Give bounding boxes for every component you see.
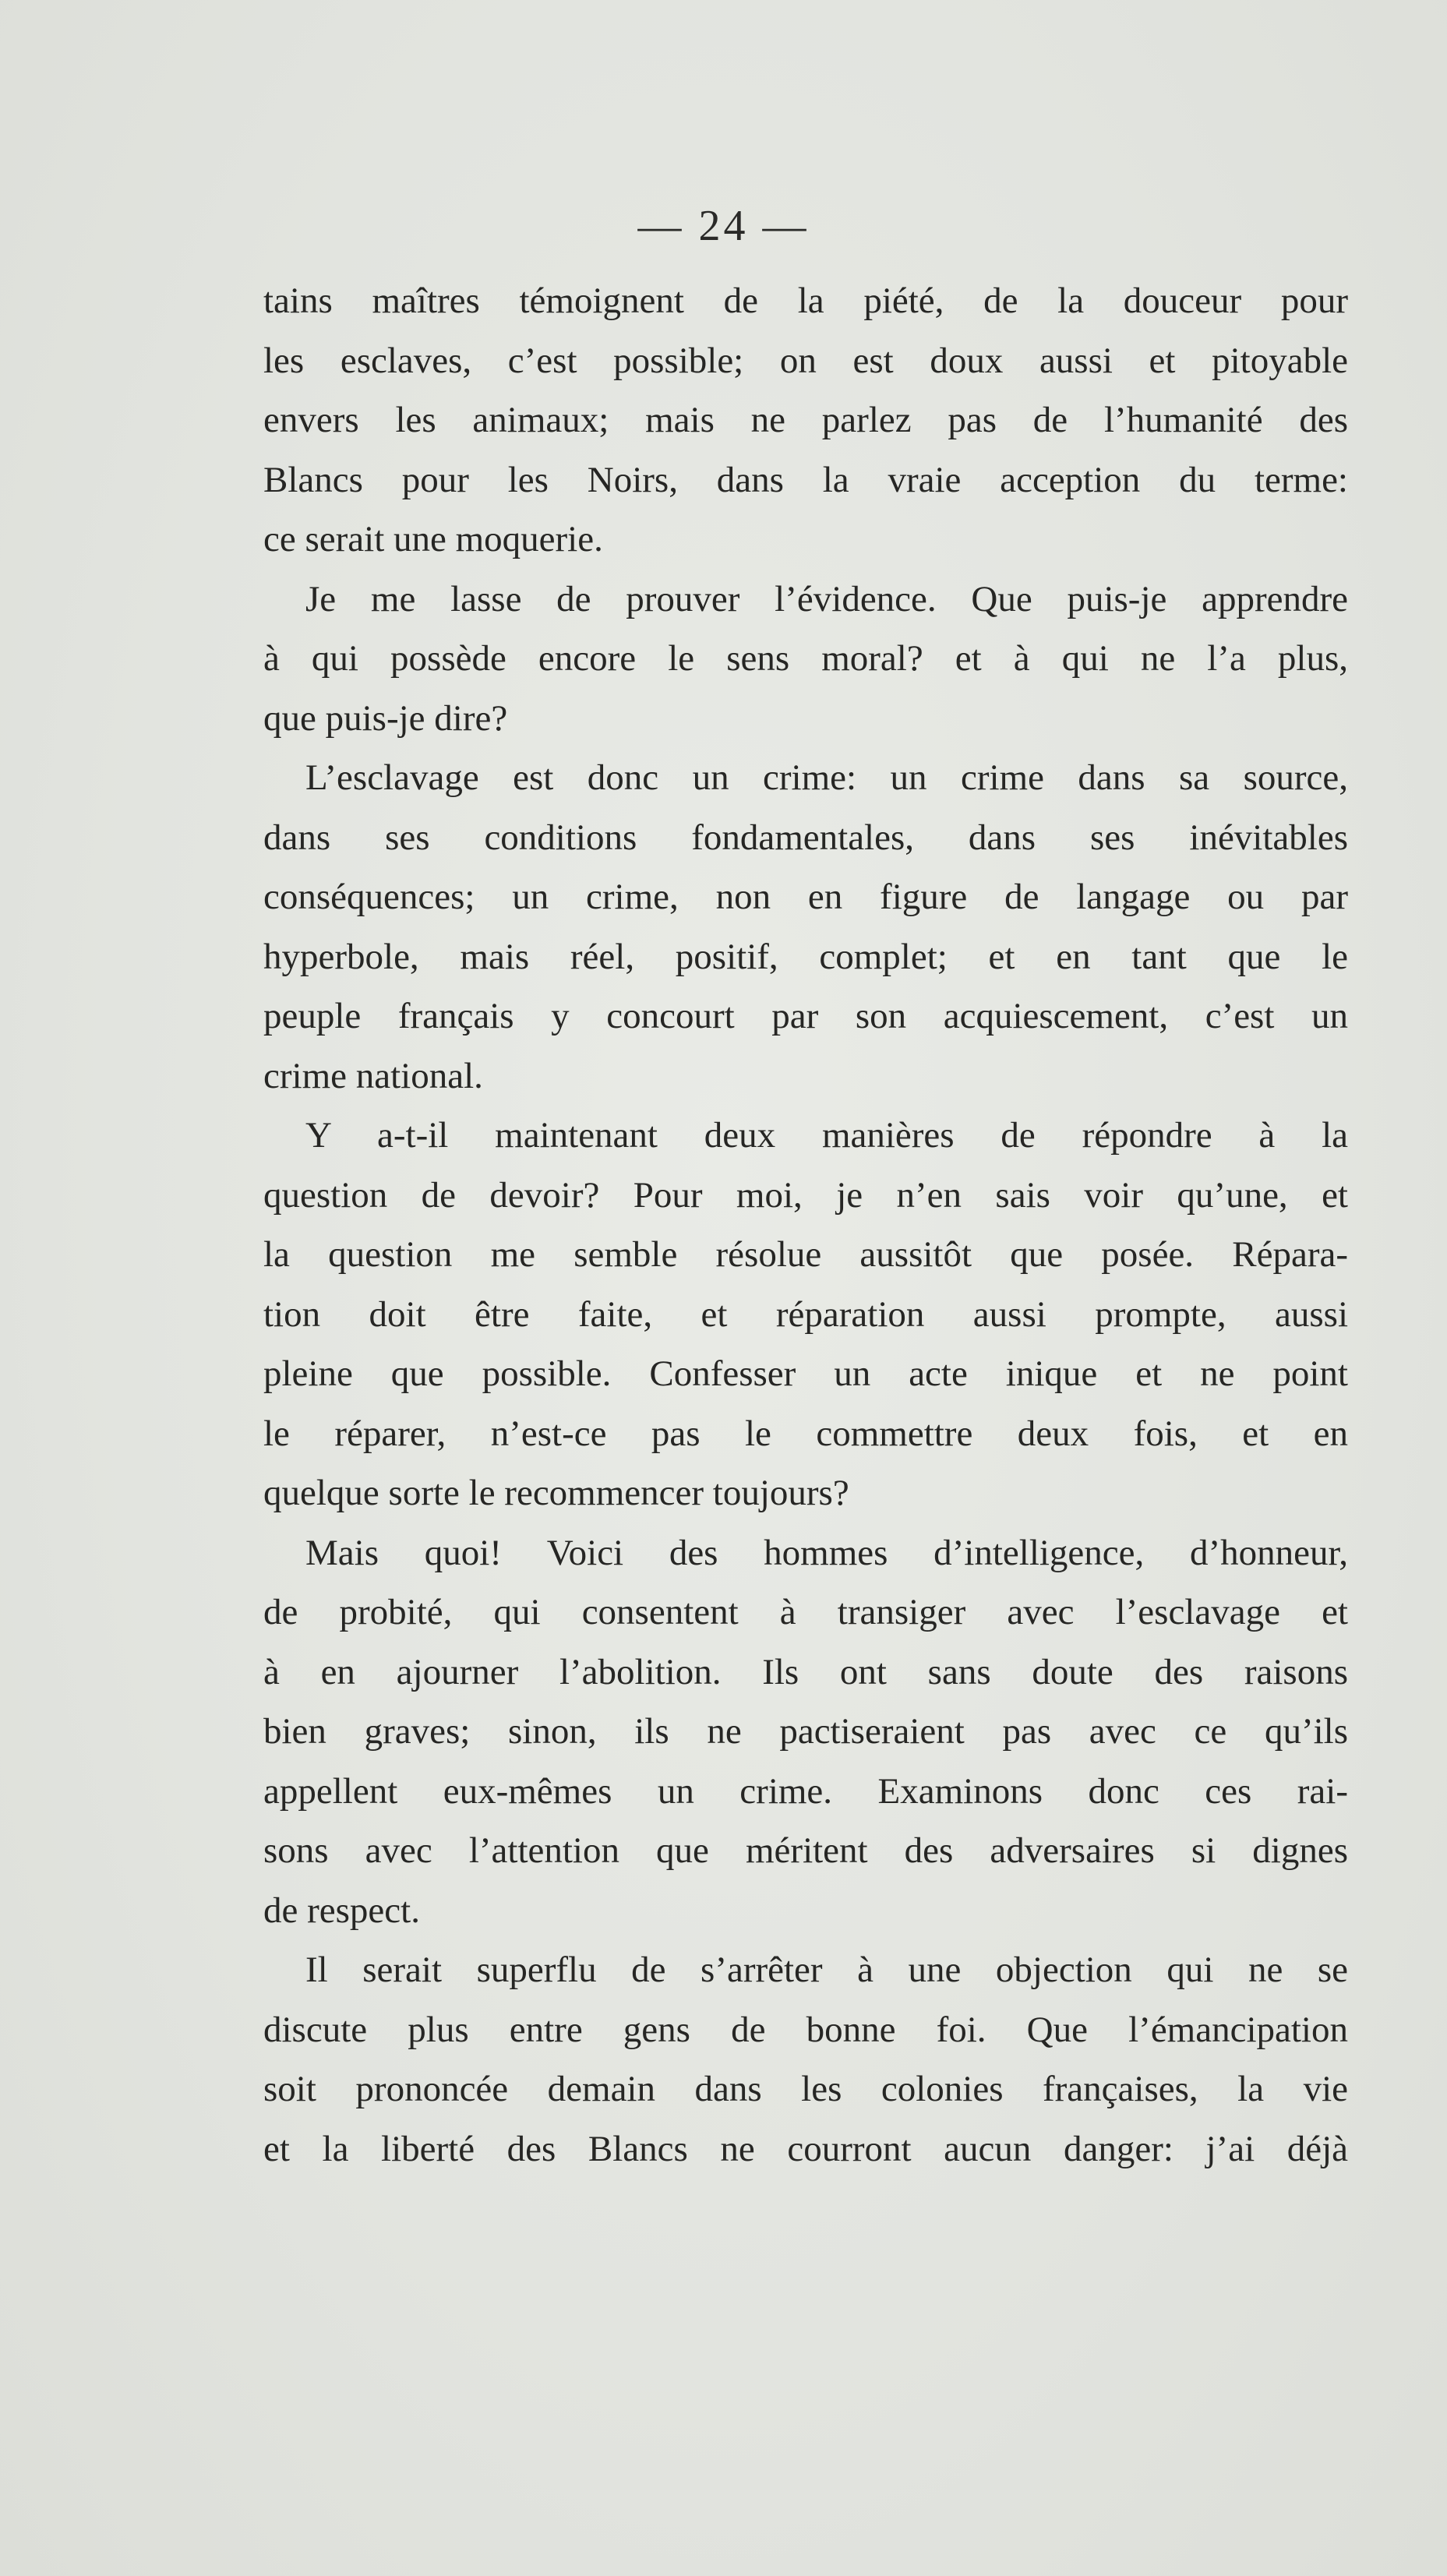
text-line: appellent eux-mêmes un crime. Examinons donc ces rai- xyxy=(263,1770,1348,1812)
text-line: que puis-je dire? xyxy=(263,697,508,739)
text-line: Il serait superflu de s’arrêter à une objection qui ne se xyxy=(305,1950,1348,1990)
text-line: et la liberté des Blancs ne courront aucun danger: j’ai déjà xyxy=(263,2128,1348,2169)
text-line: dans ses conditions fondamentales, dans ses inévitables xyxy=(263,817,1348,858)
text-line: question de devoir? Pour moi, je n’en sais voir qu’une, et xyxy=(263,1174,1348,1216)
text-line: crime national. xyxy=(263,1055,483,1096)
text-line: hyperbole, mais réel, positif, complet; et en tant que le xyxy=(263,936,1348,977)
text-line: bien graves; sinon, ils ne pactiseraient pas avec ce qu’ils xyxy=(263,1711,1348,1752)
text-line: de probité, qui consentent à transiger avec l’esclavage et xyxy=(263,1592,1348,1632)
text-line: les esclaves, c’est possible; on est doux aussi et pitoyable xyxy=(263,340,1348,381)
text-line: Mais quoi! Voici des hommes d’intelligence, d’honneur, xyxy=(305,1532,1348,1573)
text-line: Y a-t-il maintenant deux manières de répondre à la xyxy=(305,1115,1348,1156)
text-line: pleine que possible. Confesser un acte inique et ne point xyxy=(263,1353,1348,1394)
text-line: le réparer, n’est-ce pas le commettre deux fois, et en xyxy=(263,1413,1348,1454)
page-number: — 24 — xyxy=(637,202,810,250)
text-line: Je me lasse de prouver l’évidence. Que puis-je apprendre xyxy=(305,578,1348,619)
text-line: Blancs pour les Noirs, dans la vraie acception du terme: xyxy=(263,459,1348,500)
text-line: L’esclavage est donc un crime: un crime dans sa source, xyxy=(305,757,1348,798)
text-line: à en ajourner l’abolition. Ils ont sans doute des raisons xyxy=(263,1651,1348,1692)
text-line: tion doit être faite, et réparation aussi prompte, aussi xyxy=(263,1293,1348,1335)
text-line: ce serait une moquerie. xyxy=(263,519,603,559)
text-line: de respect. xyxy=(263,1890,420,1931)
text-line: peuple français y concourt par son acquiescement, c’est un xyxy=(263,996,1348,1036)
text-line: la question me semble résolue aussitôt que posée. Répara- xyxy=(263,1234,1348,1275)
text-line: envers les animaux; mais ne parlez pas de l’humanité des xyxy=(263,400,1348,440)
text-line: soit prononcée demain dans les colonies françaises, la vie xyxy=(263,2069,1348,2109)
text-line: quelque sorte le recommencer toujours? xyxy=(263,1473,849,1513)
text-line: discute plus entre gens de bonne foi. Que l’émancipation xyxy=(263,2009,1348,2050)
text-line: sons avec l’attention que méritent des adversaires si dignes xyxy=(263,1830,1348,1871)
text-line: tains maîtres témoignent de la piété, de la douceur pour xyxy=(263,281,1348,321)
text-line: conséquences; un crime, non en figure de langage ou par xyxy=(263,877,1348,917)
body-text xyxy=(263,271,1348,2179)
text-line: à qui possède encore le sens moral? et à qui ne l’a plus, xyxy=(263,638,1348,679)
